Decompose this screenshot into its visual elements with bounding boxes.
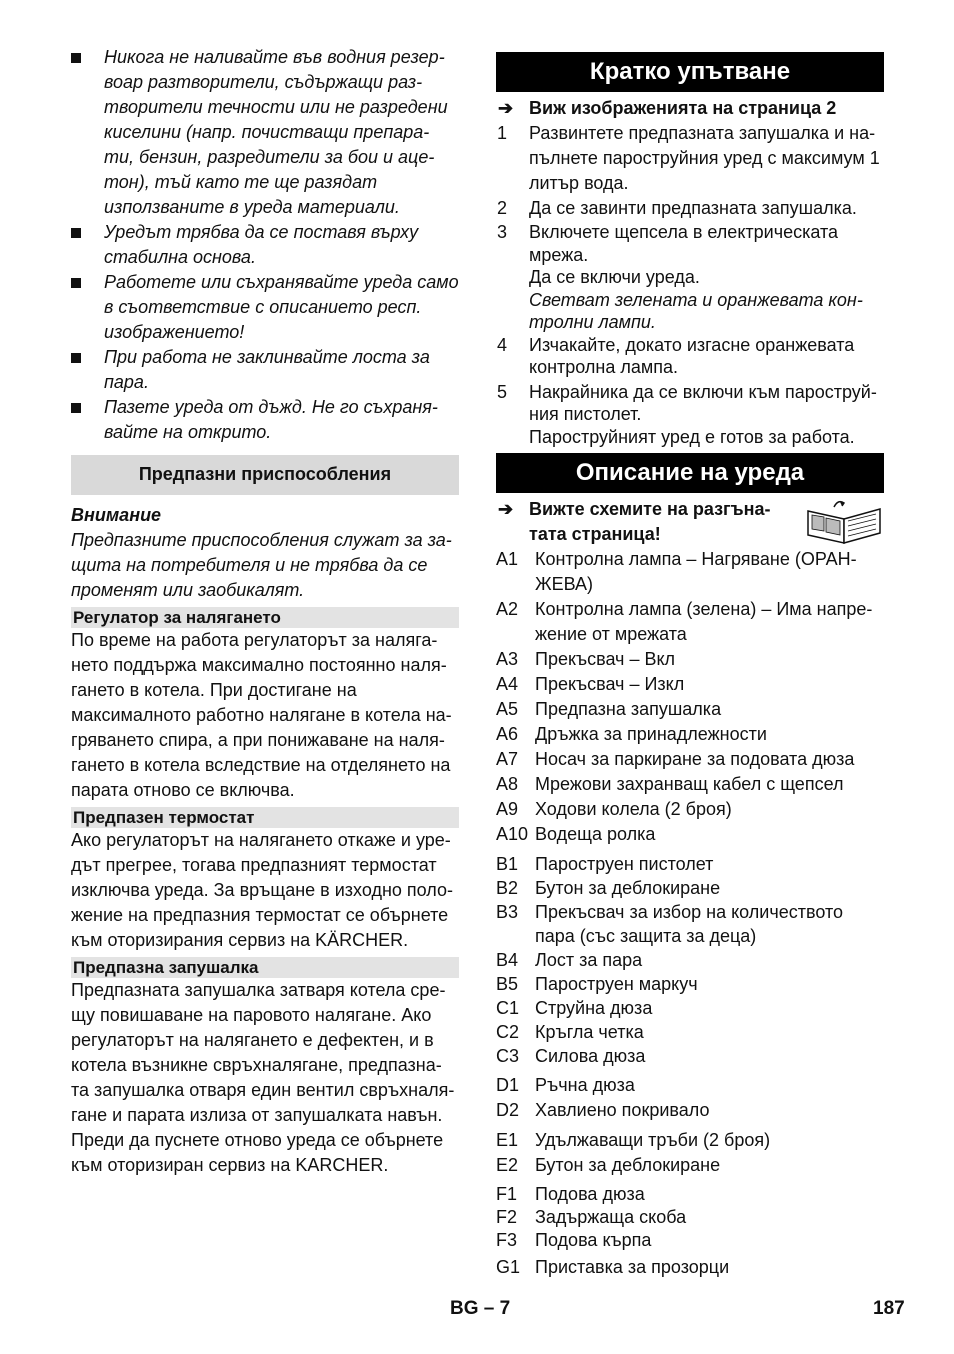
- step-item: [496, 334, 884, 379]
- safety-thermostat-heading: Предпазен термостат: [71, 807, 459, 828]
- part-text: Силова дюза: [535, 1046, 646, 1066]
- part-item: [496, 1153, 884, 1178]
- reference-text: Вижте схемите на разгъна-тата страница!: [529, 499, 771, 544]
- bullet-item: Уредът трябва да се поставя върху стабилна основа.: [71, 220, 459, 270]
- part-code: A2: [496, 599, 519, 619]
- part-code: E2: [496, 1155, 519, 1175]
- part-text: Предпазна запушалка: [535, 699, 722, 719]
- part-text: Кръгла четка: [535, 1022, 644, 1042]
- part-item: [496, 1256, 884, 1279]
- open-book-icon: [804, 497, 884, 545]
- part-text: Удължаващи тръби (2 броя): [535, 1130, 771, 1150]
- step-number: 2: [497, 198, 508, 218]
- safety-cap-text: Предпазната запушалка затваря котела сре-щу повишаване на паровото налягане. Ако регулаторът на налягането е дефектен, и в котела възникне свръхналягане, предпазна-та запушалка отваря един вентил свръхналя-гане и парата излиза от запушалката навън. Преди да пуснете отново уреда се обърнете към оторизиран сервиз на KARCHER.: [71, 980, 455, 1175]
- parts-group-b-c: [496, 852, 884, 1068]
- part-code: B5: [496, 974, 519, 994]
- part-item: [496, 747, 884, 772]
- quick-steps-list: [496, 121, 884, 448]
- parts-group-a: [496, 547, 884, 847]
- part-text: Ходови колела (2 броя): [535, 799, 732, 819]
- part-text: Носач за паркиране за подовата дюза: [535, 749, 855, 769]
- step-text: Да се завинти предпазната запушалка.: [529, 198, 857, 218]
- part-item: [496, 597, 884, 647]
- step-item: [496, 121, 884, 196]
- attention-text: Предпазните приспособления служат за за-щита на потребителя и не трябва да се променят или заобикалят.: [71, 530, 452, 600]
- parts-group-f-g: [496, 1183, 884, 1279]
- part-text: Подова дюза: [535, 1184, 645, 1204]
- part-code: A10: [496, 824, 529, 844]
- safety-devices-heading: Предпазни приспособления: [71, 455, 459, 495]
- description-reference: [496, 497, 779, 547]
- bullet-item: Работете или съхранявайте уреда само в съответствие с описанието респ. изображението!: [71, 270, 459, 345]
- page-number: 187: [873, 1298, 905, 1319]
- step-number: 4: [497, 334, 508, 355]
- part-item: [496, 900, 884, 948]
- part-code: D2: [496, 1100, 520, 1120]
- part-code: C2: [496, 1022, 520, 1042]
- step-result-note: Светват зелената и оранжевата кон-тролни лампи.: [529, 289, 863, 332]
- part-code: E1: [496, 1130, 519, 1150]
- part-text: Дръжка за принадлежности: [535, 724, 767, 744]
- arrow-right-icon: ➔: [498, 98, 514, 118]
- part-text: Ръчна дюза: [535, 1075, 635, 1095]
- part-item: [496, 797, 884, 822]
- part-text: Приставка за прозорци: [535, 1257, 730, 1277]
- step-item: [496, 381, 884, 449]
- part-text: Прекъсвач за избор на количеството пара (със защита за деца): [535, 902, 844, 946]
- part-item: [496, 1073, 884, 1098]
- safety-cap-heading: Предпазна запушалка: [71, 957, 459, 978]
- part-code: A3: [496, 649, 519, 669]
- arrow-right-icon: ➔: [498, 499, 514, 519]
- quick-guide-heading: Кратко упътване: [496, 52, 884, 92]
- step-item: [496, 221, 884, 334]
- part-item: [496, 1044, 884, 1068]
- part-item: [496, 1183, 884, 1206]
- step-text: Изчакайте, докато изгасне оранжевата контролна лампа.: [529, 334, 855, 377]
- part-text: Водеща ролка: [535, 824, 656, 844]
- part-text: Прекъсвач – Изкл: [535, 674, 685, 694]
- part-code: F1: [496, 1184, 518, 1204]
- part-text: Прекъсвач – Вкл: [535, 649, 676, 669]
- part-code: A7: [496, 749, 519, 769]
- parts-group-d: [496, 1073, 884, 1123]
- safety-thermostat-text: Ако регулаторът на налягането откаже и уре-дът прегрее, тогава предпазният термостат изключва уреда. За връщане в изходно поло-жение на предпазния термостат се обърнете към оторизирания сервиз на KÄRCHER.: [71, 830, 453, 950]
- part-text: Задържаща скоба: [535, 1207, 687, 1227]
- part-item: [496, 672, 884, 697]
- part-item: [496, 996, 884, 1020]
- part-text: Бутон за деблокиране: [535, 878, 721, 898]
- part-text: Пароструен маркуч: [535, 974, 698, 994]
- part-code: F2: [496, 1207, 518, 1227]
- part-item: [496, 772, 884, 797]
- step-number: 1: [497, 123, 508, 143]
- step-number: 5: [497, 381, 508, 402]
- part-code: A8: [496, 774, 519, 794]
- part-code: A4: [496, 674, 519, 694]
- part-text: Хавлиено покривало: [535, 1100, 710, 1120]
- part-code: B3: [496, 902, 519, 922]
- bullet-item: Пазете уреда от дъжд. Не го съхраня-вайте на открито.: [71, 395, 459, 445]
- part-code: G1: [496, 1257, 521, 1277]
- step-text: Включете щепсела в електрическата мрежа.: [529, 222, 839, 265]
- part-code: B4: [496, 950, 519, 970]
- description-reference-block: [496, 497, 884, 547]
- safety-bullet-list: [71, 45, 459, 445]
- part-code: A6: [496, 724, 519, 744]
- part-code: A1: [496, 549, 519, 569]
- part-item: [496, 822, 884, 847]
- part-text: Мрежови захранващ кабел с щепсел: [535, 774, 844, 794]
- part-text: Пароструен пистолет: [535, 854, 714, 874]
- left-column: [71, 45, 459, 1178]
- device-description-heading: Описание на уреда: [496, 453, 884, 493]
- part-code: F3: [496, 1230, 518, 1250]
- part-text: Струйна дюза: [535, 998, 653, 1018]
- part-code: B1: [496, 854, 519, 874]
- part-item: [496, 1229, 884, 1252]
- part-item: [496, 1020, 884, 1044]
- attention-label: Внимание: [71, 505, 162, 525]
- part-code: A5: [496, 699, 519, 719]
- part-code: C1: [496, 998, 520, 1018]
- part-item: [496, 852, 884, 876]
- section-page-label: BG – 7: [450, 1298, 511, 1319]
- part-item: [496, 948, 884, 972]
- quick-guide-reference: [496, 96, 884, 121]
- right-column: [496, 52, 884, 1279]
- part-text: Подова кърпа: [535, 1230, 652, 1250]
- part-code: B2: [496, 878, 519, 898]
- bullet-item: Никога не наливайте във водния резер-воар разтворители, съдържащи раз-творители течности или не разредени киселини (напр. почистващи препара-ти, бензин, разредители за бои и аце-тон), тъй като те ще разядат използваните в уреда материали.: [71, 45, 459, 220]
- step-text: Накрайника да се включи към пароструй-ния пистолет.: [529, 381, 877, 424]
- step-item: [496, 196, 884, 221]
- part-text: Лост за пара: [535, 950, 643, 970]
- part-text: Контролна лампа – Нагряване (ОРАН-ЖЕВА): [535, 549, 857, 594]
- part-item: [496, 1128, 884, 1153]
- reference-text: Виж изображенията на страница 2: [529, 98, 837, 118]
- parts-group-e: [496, 1128, 884, 1178]
- part-item: [496, 1098, 884, 1123]
- part-item: [496, 697, 884, 722]
- part-text: Контролна лампа (зелена) – Има напре-жение от мрежата: [535, 599, 873, 644]
- part-item: [496, 1206, 884, 1229]
- step-result: Да се включи уреда.: [529, 267, 700, 287]
- step-text: Развинтете предпазната запушалка и на-пълнете пароструйния уред с максимум 1 литър вода.: [529, 123, 880, 193]
- part-item: [496, 722, 884, 747]
- step-number: 3: [497, 222, 508, 242]
- part-item: [496, 876, 884, 900]
- part-item: [496, 647, 884, 672]
- pressure-regulator-heading: Регулатор за налягането: [71, 607, 459, 628]
- part-item: [496, 972, 884, 996]
- pressure-regulator-text: По време на работа регулаторът за наляга-нето поддържа максимално постоянно наля-гането в котела. При достигане на максималното работно налягане в котела на-гряването спира, а при понижаване на наля-гането в котела вследствие на отделянето на парата отново се включва.: [71, 630, 452, 800]
- part-text: Бутон за деблокиране: [535, 1155, 721, 1175]
- part-item: [496, 547, 884, 597]
- step-result: Пароструйният уред е готов за работа.: [529, 426, 855, 447]
- bullet-item: При работа не заклинвайте лоста за пара.: [71, 345, 459, 395]
- part-code: A9: [496, 799, 519, 819]
- part-code: C3: [496, 1046, 520, 1066]
- part-code: D1: [496, 1075, 520, 1095]
